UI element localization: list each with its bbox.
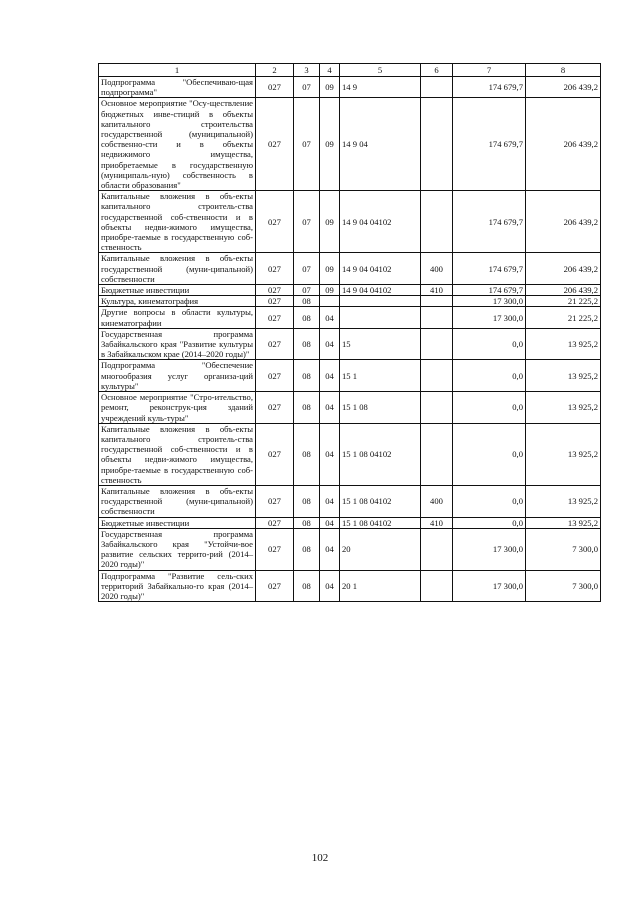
table-row bbox=[99, 253, 601, 285]
row-name-cell: Капитальные вложения в объ-екты капитального строитель-ства государственной соб-ственности и в объекты недви-жимого имущества, приобре-таемые в государственную соб-ственность bbox=[99, 191, 256, 253]
amount-7-cell: 0,0 bbox=[453, 392, 526, 424]
amount-8-cell: 21 225,2 bbox=[526, 296, 601, 307]
code-6-cell bbox=[421, 360, 453, 392]
row-name-cell: Основное мероприятие "Осу-ществление бюджетных инве-стиций в объекты капитального строительства государственной (муниципальной) собственно-сти и в объекты недвижимого имущества, приобретаемые в государственную (муниципаль-ную) собственность в области образования" bbox=[99, 98, 256, 191]
table-row bbox=[99, 423, 601, 485]
row-name-cell: Культура, кинематография bbox=[99, 296, 256, 307]
row-name-cell: Капитальные вложения в объ-екты государственной (муни-ципальной) собственности bbox=[99, 253, 256, 285]
amount-7-cell: 17 300,0 bbox=[453, 296, 526, 307]
row-name-cell: Бюджетные инвестиции bbox=[99, 517, 256, 528]
code-5-cell: 15 1 08 bbox=[340, 392, 421, 424]
code-5-cell: 20 1 bbox=[340, 570, 421, 602]
code-4-cell: 04 bbox=[320, 570, 340, 602]
header-row bbox=[99, 64, 601, 77]
table-row bbox=[99, 296, 601, 307]
code-6-cell bbox=[421, 423, 453, 485]
header-cell: 6 bbox=[421, 64, 453, 77]
code-2-cell: 027 bbox=[256, 485, 294, 517]
row-name-cell: Подпрограмма "Обеспечиваю-щая подпрограмма" bbox=[99, 77, 256, 98]
table-row bbox=[99, 307, 601, 328]
row-name-cell: Подпрограмма "Развитие сель-ских территорий Забайкально-го края (2014–2020 годы)" bbox=[99, 570, 256, 602]
amount-8-cell: 206 439,2 bbox=[526, 191, 601, 253]
code-3-cell: 08 bbox=[294, 423, 320, 485]
code-2-cell: 027 bbox=[256, 285, 294, 296]
code-6-cell bbox=[421, 528, 453, 570]
table-body bbox=[99, 64, 601, 602]
code-5-cell: 14 9 04 04102 bbox=[340, 285, 421, 296]
code-3-cell: 08 bbox=[294, 485, 320, 517]
code-2-cell: 027 bbox=[256, 253, 294, 285]
code-4-cell: 04 bbox=[320, 328, 340, 360]
code-3-cell: 08 bbox=[294, 392, 320, 424]
code-6-cell bbox=[421, 328, 453, 360]
code-2-cell: 027 bbox=[256, 191, 294, 253]
code-4-cell: 09 bbox=[320, 253, 340, 285]
table-row bbox=[99, 570, 601, 602]
header-cell: 5 bbox=[340, 64, 421, 77]
code-2-cell: 027 bbox=[256, 98, 294, 191]
table-row bbox=[99, 528, 601, 570]
code-3-cell: 07 bbox=[294, 98, 320, 191]
budget-table bbox=[98, 63, 601, 602]
amount-8-cell: 206 439,2 bbox=[526, 253, 601, 285]
code-5-cell: 14 9 04 04102 bbox=[340, 191, 421, 253]
code-4-cell: 09 bbox=[320, 77, 340, 98]
code-4-cell: 09 bbox=[320, 191, 340, 253]
code-4-cell: 04 bbox=[320, 528, 340, 570]
table-row bbox=[99, 77, 601, 98]
amount-8-cell: 13 925,2 bbox=[526, 328, 601, 360]
code-3-cell: 07 bbox=[294, 285, 320, 296]
code-5-cell bbox=[340, 307, 421, 328]
code-6-cell: 400 bbox=[421, 485, 453, 517]
amount-7-cell: 174 679,7 bbox=[453, 191, 526, 253]
code-5-cell: 20 bbox=[340, 528, 421, 570]
code-3-cell: 08 bbox=[294, 296, 320, 307]
header-cell: 1 bbox=[99, 64, 256, 77]
code-2-cell: 027 bbox=[256, 328, 294, 360]
code-3-cell: 08 bbox=[294, 328, 320, 360]
page-number: 102 bbox=[311, 852, 329, 864]
code-5-cell: 14 9 bbox=[340, 77, 421, 98]
code-2-cell: 027 bbox=[256, 307, 294, 328]
amount-7-cell: 0,0 bbox=[453, 517, 526, 528]
code-4-cell: 09 bbox=[320, 98, 340, 191]
row-name-cell: Подпрограмма "Обеспечение многообразия услуг организа-ций культуры" bbox=[99, 360, 256, 392]
header-cell: 7 bbox=[453, 64, 526, 77]
amount-8-cell: 206 439,2 bbox=[526, 285, 601, 296]
code-5-cell: 15 1 08 04102 bbox=[340, 517, 421, 528]
row-name-cell: Бюджетные инвестиции bbox=[99, 285, 256, 296]
code-6-cell bbox=[421, 98, 453, 191]
code-2-cell: 027 bbox=[256, 296, 294, 307]
amount-8-cell: 21 225,2 bbox=[526, 307, 601, 328]
code-4-cell: 04 bbox=[320, 307, 340, 328]
code-3-cell: 08 bbox=[294, 570, 320, 602]
header-cell: 3 bbox=[294, 64, 320, 77]
amount-8-cell: 206 439,2 bbox=[526, 98, 601, 191]
amount-8-cell: 7 300,0 bbox=[526, 570, 601, 602]
code-3-cell: 07 bbox=[294, 253, 320, 285]
row-name-cell: Основное мероприятие "Стро-ительство, ремонт, реконструк-ция зданий учреждений куль-туры" bbox=[99, 392, 256, 424]
table-row bbox=[99, 392, 601, 424]
amount-8-cell: 7 300,0 bbox=[526, 528, 601, 570]
code-2-cell: 027 bbox=[256, 570, 294, 602]
code-5-cell: 14 9 04 04102 bbox=[340, 253, 421, 285]
code-2-cell: 027 bbox=[256, 528, 294, 570]
code-3-cell: 08 bbox=[294, 307, 320, 328]
row-name-cell: Государственная программа Забайкальского края "Устойчи-вое развитие сельских террито-рий (2014–2020 годы)" bbox=[99, 528, 256, 570]
amount-8-cell: 13 925,2 bbox=[526, 485, 601, 517]
code-4-cell: 04 bbox=[320, 360, 340, 392]
code-5-cell: 15 1 08 04102 bbox=[340, 485, 421, 517]
amount-7-cell: 174 679,7 bbox=[453, 98, 526, 191]
code-6-cell bbox=[421, 77, 453, 98]
header-cell: 4 bbox=[320, 64, 340, 77]
code-4-cell bbox=[320, 296, 340, 307]
table-row bbox=[99, 328, 601, 360]
amount-7-cell: 0,0 bbox=[453, 423, 526, 485]
amount-7-cell: 0,0 bbox=[453, 485, 526, 517]
code-3-cell: 07 bbox=[294, 191, 320, 253]
amount-8-cell: 13 925,2 bbox=[526, 360, 601, 392]
amount-8-cell: 13 925,2 bbox=[526, 517, 601, 528]
amount-8-cell: 13 925,2 bbox=[526, 423, 601, 485]
code-5-cell: 14 9 04 bbox=[340, 98, 421, 191]
code-2-cell: 027 bbox=[256, 360, 294, 392]
amount-7-cell: 174 679,7 bbox=[453, 77, 526, 98]
code-6-cell bbox=[421, 307, 453, 328]
code-5-cell bbox=[340, 296, 421, 307]
amount-8-cell: 206 439,2 bbox=[526, 77, 601, 98]
table-row bbox=[99, 285, 601, 296]
amount-7-cell: 174 679,7 bbox=[453, 253, 526, 285]
code-2-cell: 027 bbox=[256, 517, 294, 528]
code-4-cell: 04 bbox=[320, 485, 340, 517]
code-6-cell bbox=[421, 392, 453, 424]
table-row bbox=[99, 191, 601, 253]
row-name-cell: Капитальные вложения в объ-екты государственной (муни-ципальной) собственности bbox=[99, 485, 256, 517]
amount-8-cell: 13 925,2 bbox=[526, 392, 601, 424]
code-5-cell: 15 bbox=[340, 328, 421, 360]
code-6-cell bbox=[421, 570, 453, 602]
table-row bbox=[99, 485, 601, 517]
header-cell: 2 bbox=[256, 64, 294, 77]
code-6-cell: 400 bbox=[421, 253, 453, 285]
code-5-cell: 15 1 08 04102 bbox=[340, 423, 421, 485]
header-cell: 8 bbox=[526, 64, 601, 77]
table-row bbox=[99, 98, 601, 191]
row-name-cell: Капитальные вложения в объ-екты капитального строитель-ства государственной соб-ственности и в объекты недви-жимого имущества, приобре-таемые в государственную соб-ственность bbox=[99, 423, 256, 485]
row-name-cell: Другие вопросы в области культуры, кинематографии bbox=[99, 307, 256, 328]
amount-7-cell: 0,0 bbox=[453, 360, 526, 392]
amount-7-cell: 17 300,0 bbox=[453, 307, 526, 328]
code-4-cell: 04 bbox=[320, 423, 340, 485]
code-5-cell: 15 1 bbox=[340, 360, 421, 392]
code-3-cell: 07 bbox=[294, 77, 320, 98]
code-2-cell: 027 bbox=[256, 392, 294, 424]
amount-7-cell: 17 300,0 bbox=[453, 528, 526, 570]
code-6-cell: 410 bbox=[421, 285, 453, 296]
table-row bbox=[99, 517, 601, 528]
row-name-cell: Государственная программа Забайкальского края "Развитие культуры в Забайкальском крае (2014–2020 годы)" bbox=[99, 328, 256, 360]
code-6-cell bbox=[421, 296, 453, 307]
code-6-cell: 410 bbox=[421, 517, 453, 528]
code-2-cell: 027 bbox=[256, 423, 294, 485]
code-4-cell: 09 bbox=[320, 285, 340, 296]
amount-7-cell: 174 679,7 bbox=[453, 285, 526, 296]
code-6-cell bbox=[421, 191, 453, 253]
table-row bbox=[99, 360, 601, 392]
code-4-cell: 04 bbox=[320, 392, 340, 424]
code-2-cell: 027 bbox=[256, 77, 294, 98]
code-3-cell: 08 bbox=[294, 517, 320, 528]
code-3-cell: 08 bbox=[294, 360, 320, 392]
code-3-cell: 08 bbox=[294, 528, 320, 570]
amount-7-cell: 0,0 bbox=[453, 328, 526, 360]
code-4-cell: 04 bbox=[320, 517, 340, 528]
amount-7-cell: 17 300,0 bbox=[453, 570, 526, 602]
